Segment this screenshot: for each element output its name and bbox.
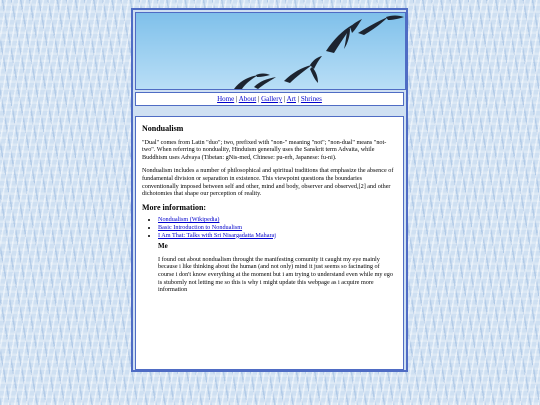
link-wikipedia[interactable]: Nondualism (Wikipedia)	[158, 216, 220, 224]
bird-silhouette-3	[284, 56, 322, 83]
list-item	[158, 224, 397, 232]
link-basic-introduction[interactable]: Basic Introduction to Nondualism	[158, 223, 243, 231]
nav-separator: |	[297, 95, 300, 103]
nav-link-gallery[interactable]: Gallery	[261, 95, 283, 103]
list-item	[158, 232, 397, 240]
swallows-illustration	[136, 13, 405, 89]
nav-separator: |	[283, 95, 286, 103]
link-i-am-that[interactable]: I Am That: Talks with Sri Nisargadatta Maharaj	[158, 231, 276, 239]
nav-separator: |	[257, 95, 260, 103]
nav-separator: |	[235, 95, 238, 103]
bird-silhouette-2	[254, 77, 276, 89]
description-paragraph: Nondualism includes a number of philosophical and spiritual traditions that emphasize the absence of fundamental division or separation in existence. This viewpoint questions the boundaries conventionally imposed between self and other, mind and body, observer and observed,[2] and other dichotomies that shape our perception of reality.	[142, 167, 394, 198]
nav-link-home[interactable]: Home	[217, 95, 235, 103]
me-heading: Me	[158, 242, 168, 251]
intro-paragraph: "Dual" comes from Latin "duo"; two, prefixed with "non-" meaning "not"; "non-dual" means "not-two". When referring to nonduality, Hinduism generally uses the Sanskrit term Advaita, while Buddhism uses Advaya (Tibetan: gNis-med, Chinese: pu-erh, Japanese: fu-ni).	[142, 138, 387, 161]
nav-link-about[interactable]: About	[238, 95, 257, 103]
bird-silhouette-4	[326, 19, 362, 53]
nav-link-art[interactable]: Art	[286, 95, 296, 103]
page-title: Nondualism	[142, 124, 184, 133]
more-info-heading: More information:	[142, 202, 207, 212]
resource-links-list	[142, 216, 397, 239]
banner-image	[135, 12, 406, 90]
page-container	[131, 8, 408, 372]
me-paragraph: I found out about nondualism throught the manifesting comunity it caught my eye mainly because i like thinking about the human (and not only) mind it just seems so facinating of course i don't know everything at the moment but i am trying to understand even while my ego is stubornly not letting me so this is why i might update this webpage as i acquire more information	[158, 255, 393, 294]
bird-silhouette-5	[358, 16, 404, 36]
main-content	[135, 116, 404, 370]
navigation-bar	[135, 92, 404, 106]
nav-link-shrines[interactable]: Shrines	[300, 95, 322, 103]
list-item	[158, 216, 397, 224]
